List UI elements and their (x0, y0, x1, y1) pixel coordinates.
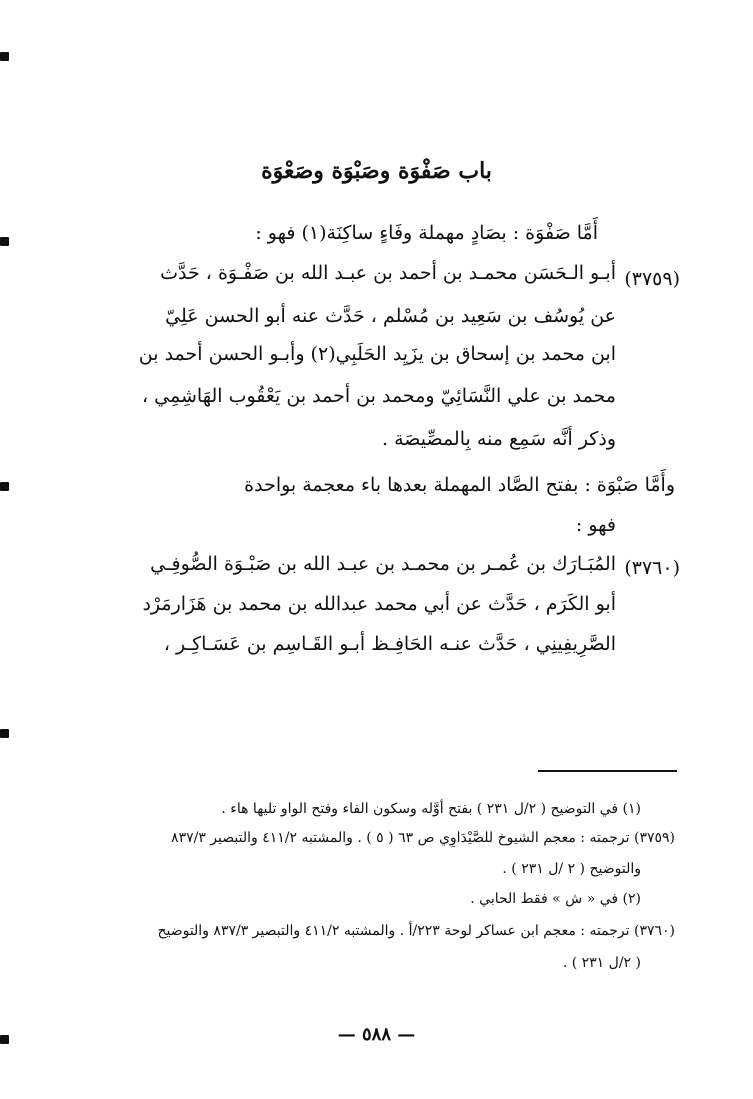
entry-3760-line: أبو الكَرَم ، حَدَّث عن أبي محمد عبدالله بن محمد بن هَزَارمَرْد (142, 593, 616, 615)
page-number: — ٥٨٨ — (337, 1024, 416, 1045)
entry-3759-line: أبـو الـحَسَن محمـد بن أحمد بن عبـد الله بن صَفْـوَة ، حَدَّث (160, 262, 616, 284)
chapter-heading: باب صَفْوَة وصَبْوَة وصَعْوَة (261, 158, 492, 184)
entry-3759-line: عن يُوسُف بن سَعِيد بن مُسْلم ، حَدَّث عنه أبو الحسن عَلِيّ (165, 305, 616, 327)
entry-number-3759: (٣٧٥٩) (624, 268, 680, 290)
margin-mark (0, 52, 9, 61)
footnote-3759-cont: والتوضيح ( ٢ /ل ٢٣١ ) . (502, 861, 641, 877)
footnote-3760: (٣٧٦٠) ترجمته : معجم ابن عساكر لوحة ٢٢٣/أ . والمشتبه ٤١١/٢ والتبصير ٨٣٧/٣ والتوضيح (157, 923, 675, 939)
footnote-2: (٢) في « ش » فقط الحابي . (470, 891, 641, 907)
footnote-3759: (٣٧٥٩) ترجمته : معجم الشيوخ للصَّيْدَاوِي ص ٦٣ ( ٥ ) . والمشتبه ٤١١/٢ والتبصير ٨٣٧/٣ (171, 830, 675, 846)
footnote-1: (١) في التوضيح ( ٢/ل ٢٣١ ) بفتح أوَّله وسكون الفاء وفتح الواو تليها هاء . (221, 801, 641, 817)
entry-number-3760: (٣٧٦٠) (624, 557, 680, 579)
footnote-separator (538, 770, 677, 772)
entry-3760-line: الصَّرِيفِينِي ، حَدَّث عنـه الحَافِـظ أبـو القَـاسِم بن عَسَـاكِـر ، (163, 633, 616, 655)
intro-sabwa-cont: فهو : (575, 514, 616, 536)
entry-3760-line: المُبَـارَك بن عُمـر بن محمـد بن عبـد الله بن صَبْـوَة الصُّوفِـي (150, 553, 616, 575)
margin-mark (0, 237, 9, 246)
entry-3759-line: محمد بن علي النَّسَائِيّ ومحمد بن أحمد بن يَعْقُوب الهَاشِمِي ، (142, 385, 616, 407)
intro-safwa: أَمَّا صَفْوَة : بصَادٍ مهملة وفَاءٍ ساكِنَة(١) فهو : (255, 222, 598, 244)
footnote-3760-cont: ( ٢/ل ٢٣١ ) . (562, 955, 641, 971)
margin-mark (0, 729, 9, 738)
intro-sabwa: وأَمَّا صَبْوَة : بفتح الصَّاد المهملة بعدها باء معجمة بواحدة (244, 474, 675, 496)
margin-mark (0, 482, 9, 491)
entry-3759-line: وذكر أنَّه سَمِع منه بِالمصِّيصَة . (382, 428, 616, 450)
entry-3759-line: ابن محمد بن إسحاق بن يزَيِد الحَلَبِي(٢) وأبـو الحسن أحمد بن (138, 343, 616, 365)
